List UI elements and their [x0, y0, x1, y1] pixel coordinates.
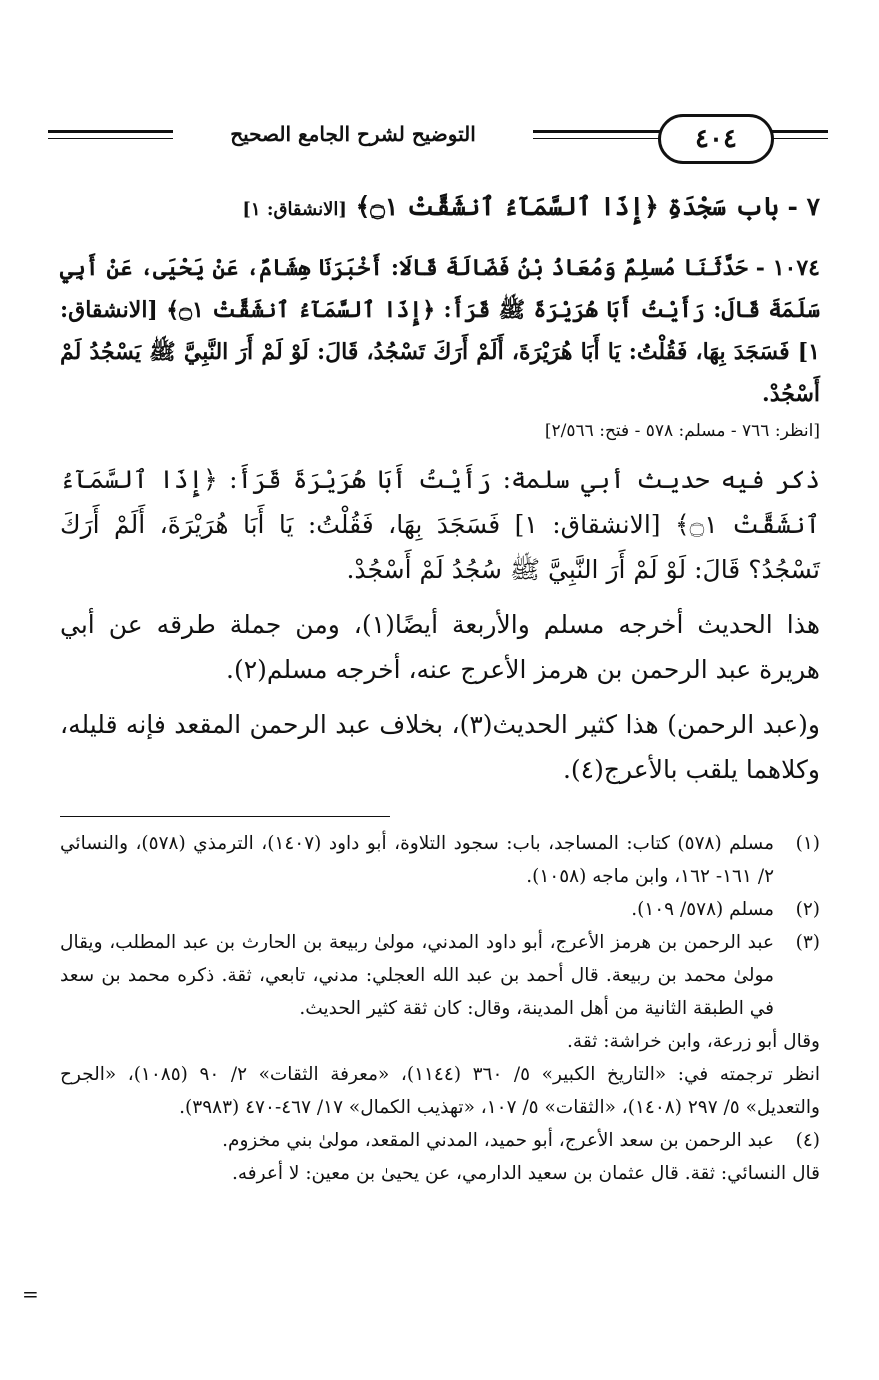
footnote-continuation: وقال أبو زرعة، وابن خراشة: ثقة.: [567, 1031, 820, 1052]
body-paragraph: و(عبد الرحمن) هذا كثير الحديث(٣)، بخلاف عبد الرحمن المقعد فإنه قليله، وكلاهما يلقب بالأعرج(٤).: [60, 710, 820, 784]
hadith-text: ١٠٧٤ - حَدَّثَنَا مُسلِمٌ وَمُعَاذُ بْنُ فَضَالَةَ قَالَا: أَخْبَرَنَا هِشَامٌ، عَنْ يَحْيَى، عَنْ أَبِي سَلَمَةَ قَالَ: رَأَيْتُ أَبَا هُرَيْرَةَ ﷺ قَرَأَ: ﴿إِذَا ٱلسَّمَآءُ ٱنشَقَّتْ ۝١﴾ [الانشقاق: ١] فَسَجَدَ بِهَا، فَقُلْتُ: يَا أَبَا هُرَيْرَةَ، أَلَمْ أَرَكَ تَسْجُدُ، قَالَ: لَوْ لَمْ أَرَ النَّبِيَّ ﷺ يَسْجُدُ لَمْ أَسْجُدْ.: [60, 255, 820, 407]
book-title: التوضيح لشرح الجامع الصحيح: [173, 122, 533, 146]
footnote: [60, 893, 820, 926]
footnote-text: عبد الرحمن بن هرمز الأعرج، أبو داود المدني، مولىٰ ربيعة بن الحارث بن عبد المطلب، ويقال مولىٰ محمد بن ربيعة. قال أحمد بن عبد الله العجلي: مدني، تابعي، ثقة. ذكره محمد بن سعد في الطبقة الثانية من أهل المدينة، وقال: كان ثقة كثير الحديث.: [60, 932, 774, 1019]
footnote: [60, 1124, 820, 1157]
footnote-divider: [60, 816, 390, 817]
footnote-number: (٣): [795, 932, 820, 953]
footnote-number: (٢): [795, 899, 820, 920]
footnote: [60, 827, 820, 893]
footnote-text: مسلم (٥٧٨/ ١٠٩).: [631, 899, 774, 920]
body-paragraph: هذا الحديث أخرجه مسلم والأربعة أيضًا(١)، ومن جملة طرقه عن أبي هريرة عبد الرحمن بن هرمز الأعرج عنه، أخرجه مسلم(٢).: [60, 610, 821, 684]
body-paragraph: ذكر فيه حديث أبي سلمة: رَأَيْتُ أَبَا هُرَيْرَةَ قَرَأَ: ﴿إِذَا ٱلسَّمَآءُ ٱنشَقَّتْ ۝١﴾ [الانشقاق: ١] فَسَجَدَ بِهَا، فَقُلْتُ: يَا أَبَا هُرَيْرَةَ، أَلَمْ أَرَكَ تَسْجُدُ؟ قَالَ: لَوْ لَمْ أَرَ النَّبِيَّ ﷺ سُجُدُ لَمْ أَسْجُدْ.: [60, 465, 821, 584]
footnote-text: عبد الرحمن بن سعد الأعرج، أبو حميد، المدني المقعد، مولىٰ بني مخزوم.: [222, 1130, 774, 1151]
page-number: ٤٠٤: [658, 114, 774, 164]
footnote-continuation: قال النسائي: ثقة. قال عثمان بن سعيد الدارمي، عن يحيىٰ بن معين: لا أعرفه.: [231, 1163, 820, 1184]
footnote: [60, 926, 820, 1025]
chapter-title: ٧ - باب سَجْدَةِ ﴿إِذَا ٱلسَّمَآءُ ٱنشَقَّتْ ۝١﴾: [355, 192, 820, 221]
page-header: [48, 108, 838, 168]
footnote-text: مسلم (٥٧٨) كتاب: المساجد، باب: سجود التلاوة، أبو داود (١٤٠٧)، الترمذي (٥٧٨)، والنسائي ٢/ ١٦١- ١٦٢، وابن ماجه (١٠٥٨).: [60, 833, 774, 887]
page-content: [60, 188, 820, 1190]
footnote-continuation: انظر ترجمته في: «التاريخ الكبير» ٥/ ٣٦٠ (١١٤٤)، «معرفة الثقات» ٢/ ٩٠ (١٠٨٥)، «الجرح والتعديل» ٥/ ٢٩٧ (١٤٠٨)، «الثقات» ٥/ ١٠٧، «تهذيب الكمال» ١٧/ ٤٦٧-٤٧٠ (٣٩٨٣).: [60, 1064, 820, 1118]
chapter-ref: [الانشقاق: ١]: [242, 199, 347, 220]
hadith-ref: [انظر: ٧٦٦ - مسلم: ٥٧٨ - فتح: ٢/٥٦٦]: [544, 421, 820, 441]
continuation-mark: =: [22, 1282, 39, 1306]
footnote-number: (٤): [795, 1130, 820, 1151]
chapter-heading: [60, 188, 820, 229]
footnote-number: (١): [795, 833, 820, 854]
